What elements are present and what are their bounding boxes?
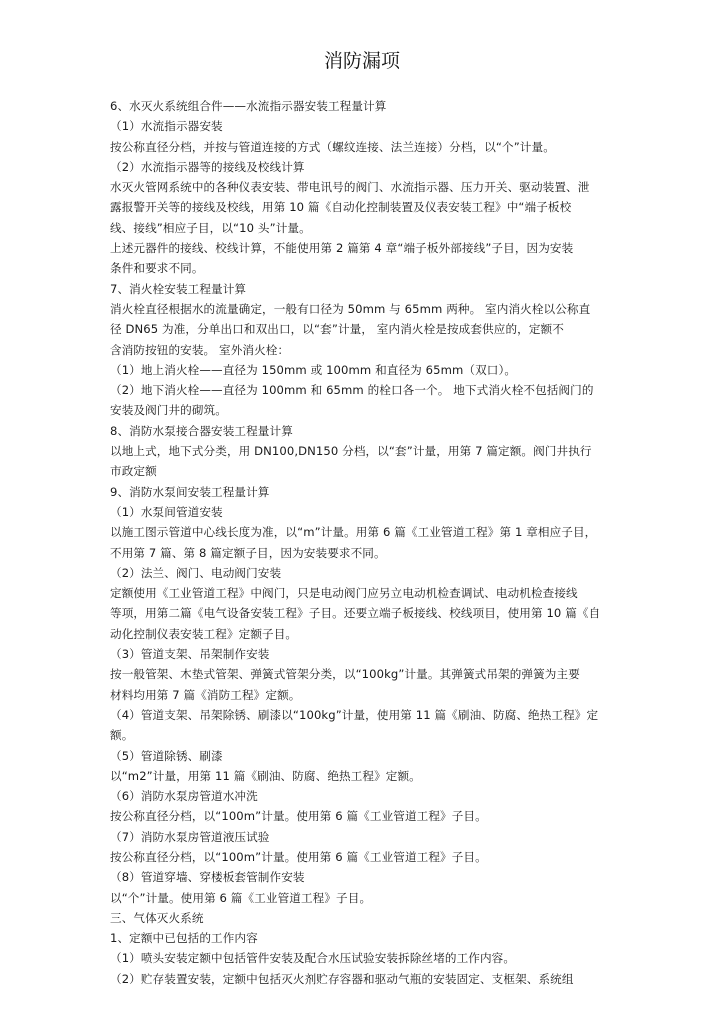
text-line: 径 DN65 为准，分单出口和双出口，以“套”计量， 室内消火栓是按成套供应的，定额不 xyxy=(110,322,564,337)
text-line: 不用第 7 篇、第 8 篇定额子目，因为安装要求不同。 xyxy=(110,545,386,560)
text-line: （5）管道除锈、刷漆 xyxy=(110,748,223,763)
text-line: 以“个”计量。使用第 6 篇《工业管道工程》子目。 xyxy=(110,890,372,905)
text-line: （8）管道穿墙、穿楼板套管制作安装 xyxy=(110,870,305,885)
text-line: 按一般管架、木垫式管架、弹簧式管架分类，以“100kg”计量。其弹簧式吊架的弹簧为主要 xyxy=(110,667,580,682)
text-line: 动化控制仪表安装工程》定额子目。 xyxy=(110,626,298,641)
text-line: 上述元器件的接线、校线计算，不能使用第 2 篇第 4 章“端子板外部接线”子目，因为安装 xyxy=(110,241,574,256)
text-line: （2）贮存装置安装，定额中包括灭火剂贮存容器和驱动气瓶的安装固定、支框架、系统组 xyxy=(110,971,574,986)
text-line: 安装及阀门井的砌筑。 xyxy=(110,403,227,418)
text-line: （6）消防水泵房管道水冲洗 xyxy=(110,789,258,804)
text-line: 以施工图示管道中心线长度为准，以“m”计量。用第 6 篇《工业管道工程》第 1 章相应子目， xyxy=(110,525,597,540)
text-line: （2）地下消火栓——直径为 100mm 和 65mm 的栓口各一个。 地下式消火栓不包括阀门的 xyxy=(110,383,594,398)
text-line: （4）管道支架、吊架除锈、刷漆以“100kg”计量，使用第 11 篇《刷油、防腐、绝热工程》定 xyxy=(110,707,599,722)
text-line: 条件和要求不同。 xyxy=(110,261,204,276)
text-line: 7、消火栓安装工程量计算 xyxy=(110,281,247,296)
text-line: 按公称直径分档，以“100m”计量。使用第 6 篇《工业管道工程》子目。 xyxy=(110,849,487,864)
text-line: 三、气体灭火系统 xyxy=(110,910,204,925)
text-line: 1、定额中已包括的工作内容 xyxy=(110,931,258,946)
text-line: 线、接线”相应子目，以“10 头”计量。 xyxy=(110,220,311,235)
text-line: 以“m2”计量，用第 11 篇《刷油、防腐、绝热工程》定额。 xyxy=(110,768,421,783)
text-line: 9、消防水泵间安装工程量计算 xyxy=(110,484,270,499)
text-line: 材料均用第 7 篇《消防工程》定额。 xyxy=(110,687,301,702)
text-line: 露报警开关等的接线及校线，用第 10 篇《自动化控制装置及仪表安装工程》中“端子板校 xyxy=(110,200,572,215)
text-line: 消火栓直径根据水的流量确定，一般有口径为 50mm 与 65mm 两种。 室内消火栓以公称直 xyxy=(110,301,591,316)
text-line: （2）水流指示器等的接线及校线计算 xyxy=(110,159,305,174)
text-line: 含消防按钮的安装。 室外消火栓： xyxy=(110,342,290,357)
text-line: 按公称直径分档，以“100m”计量。使用第 6 篇《工业管道工程》子目。 xyxy=(110,809,487,824)
text-line: （1）水泵间管道安装 xyxy=(110,504,223,519)
text-line: 等项，用第二篇《电气设备安装工程》子目。还要立端子板接线、校线项目，使用第 10 篇《自 xyxy=(110,606,601,621)
text-line: （1）地上消火栓——直径为 150mm 或 100mm 和直径为 65mm（双口）。 xyxy=(110,362,517,377)
text-line: （7）消防水泵房管道液压试验 xyxy=(110,829,270,844)
text-line: 8、消防水泵接合器安装工程量计算 xyxy=(110,423,293,438)
text-line: 以地上式，地下式分类，用 DN100,DN150 分档，以“套”计量，用第 7 篇定额。阀门井执行 xyxy=(110,444,592,459)
text-line: （2）法兰、阀门、电动阀门安装 xyxy=(110,565,282,580)
text-line: 按公称直径分档，并按与管道连接的方式（螺纹连接、法兰连接）分档，以“个”计量。 xyxy=(110,139,555,154)
text-line: （3）管道支架、吊架制作安装 xyxy=(110,647,270,662)
text-line: 6、水灭火系统组合件——水流指示器安装工程量计算 xyxy=(110,99,387,113)
text-line: （1）水流指示器安装 xyxy=(110,119,223,134)
text-line: 市政定额 xyxy=(110,464,157,479)
text-line: 水灭火管网系统中的各种仪表安装、带电讯号的阀门、水流指示器、压力开关、驱动装置、泄 xyxy=(110,180,590,195)
document-title: 消防漏项 xyxy=(323,50,400,72)
document-body xyxy=(110,96,620,989)
text-line: 定额使用《工业管道工程》中阀门，只是电动阀门应另立电动机检查调试、电动机检查接线 xyxy=(110,586,578,601)
text-line: （1）喷头安装定额中包括管件安装及配合水压试验安装拆除丝堵的工作内容。 xyxy=(110,951,516,966)
text-line: 额。 xyxy=(110,728,134,743)
